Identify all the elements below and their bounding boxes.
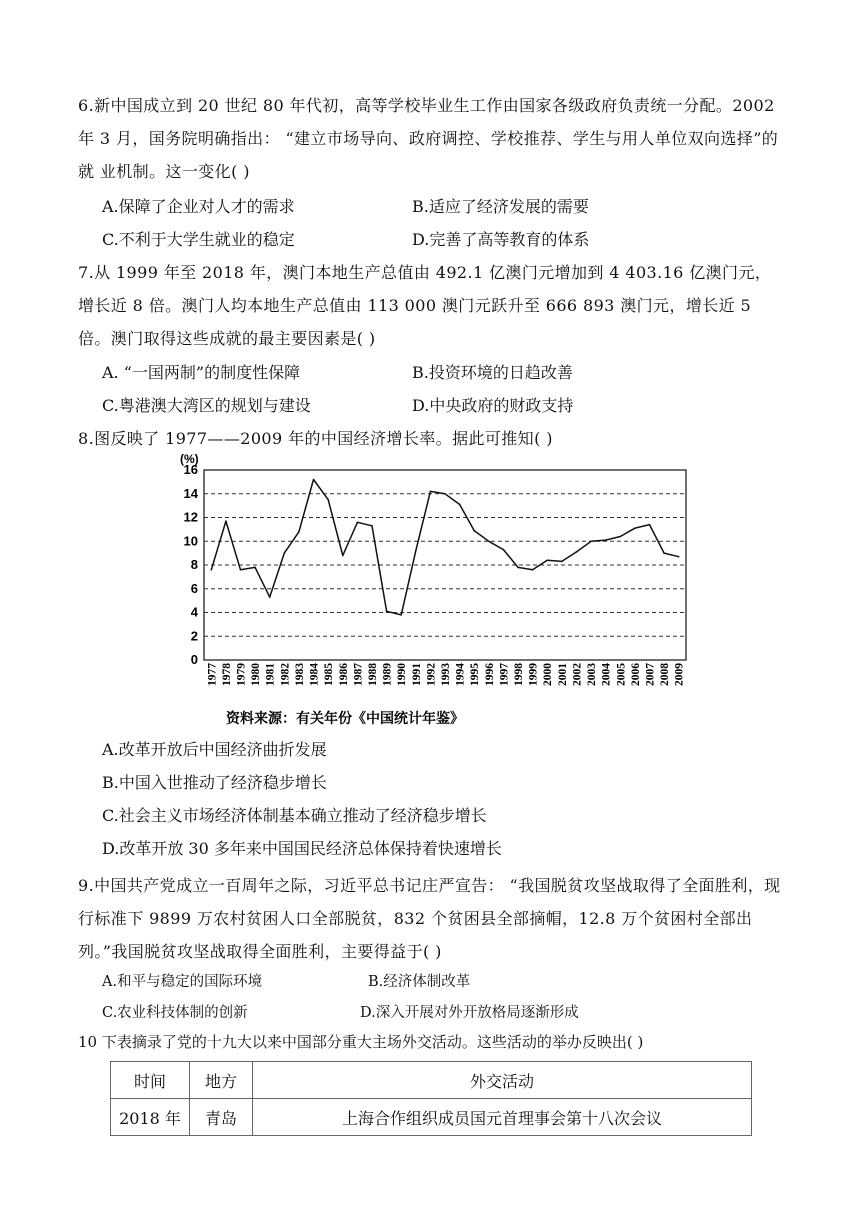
q7-option-d: D.中央政府的财政支持 <box>412 396 574 415</box>
x-tick-label: 2002 <box>571 663 584 686</box>
y-tick-label: 14 <box>183 485 198 501</box>
q6-option-b: B.适应了经济发展的需要 <box>412 197 589 216</box>
x-tick-label: 1992 <box>425 663 438 686</box>
data-point <box>634 527 636 529</box>
data-point <box>357 521 359 523</box>
x-tick-label: 1993 <box>440 663 452 686</box>
x-tick-label: 1999 <box>527 663 540 686</box>
data-point <box>532 569 534 571</box>
x-tick-label: 1978 <box>220 663 233 686</box>
data-point <box>254 567 256 569</box>
data-point <box>546 559 548 561</box>
x-tick-label: 2007 <box>644 663 657 686</box>
q6-option-d: D.完善了高等教育的体系 <box>412 230 590 249</box>
x-tick-label: 1977 <box>206 663 219 686</box>
data-point <box>649 524 651 526</box>
data-point <box>313 479 315 481</box>
data-point <box>415 550 417 552</box>
x-tick-label: 1987 <box>352 663 365 686</box>
x-tick-label: 1994 <box>454 663 467 686</box>
x-tick-label: 1986 <box>337 663 350 686</box>
table-cell-time: 2018 年 <box>111 1099 190 1136</box>
data-point <box>430 491 432 493</box>
x-tick-label: 1995 <box>469 663 482 686</box>
question-10-stem: 10 下表摘录了党的十九大以来中国部分重大主场外交活动。这些活动的举办反映出( ) <box>78 1033 644 1051</box>
x-tick-label: 1984 <box>308 663 321 686</box>
q9-option-a: A.和平与稳定的国际环境 <box>102 974 263 990</box>
y-tick-label: 10 <box>183 533 198 549</box>
data-point <box>590 540 592 542</box>
data-point <box>605 539 607 541</box>
x-tick-label: 2009 <box>673 663 686 686</box>
y-tick-label: 2 <box>190 628 198 644</box>
data-point <box>444 493 446 495</box>
table-header-time: 时间 <box>111 1062 190 1099</box>
chart-source-note: 资料来源：有关年份《中国统计年鉴》 <box>226 711 464 727</box>
x-tick-label: 2004 <box>600 663 613 686</box>
q6-option-a: A.保障了企业对人才的需求 <box>102 197 295 216</box>
x-tick-label: 2000 <box>542 663 555 686</box>
data-point <box>371 525 373 527</box>
x-tick-label: 1985 <box>323 663 336 686</box>
x-tick-label: 1991 <box>410 663 423 686</box>
x-tick-label: 1983 <box>293 663 306 686</box>
question-7-stem: 7.从 1999 年至 2018 年，澳门本地生产总值由 492.1 亿澳门元增加到 4 403.16 亿澳门元，增长近 8 倍。澳门人均本地生产总值由 113 000 澳门元跃升至 666 893 澳门元，增长近 5 倍。澳门取得这些成就的最主要因素是( ) <box>78 263 772 348</box>
y-tick-label: 6 <box>190 580 198 596</box>
question-9-stem: 9.中国共产党成立一百周年之际，习近平总书记庄严宣告： “我国脱贫攻坚战取得了全面胜利，现行标准下 9899 万农村贫困人口全部脱贫，832 个贫困县全部摘帽，12.8 万个贫困村全部出列。”我国脱贫攻坚战取得全面胜利，主要得益于( ) <box>78 876 781 961</box>
y-unit-label: (%) <box>180 452 199 466</box>
data-point <box>284 552 286 554</box>
data-point <box>386 611 388 613</box>
growth-rate-chart-svg <box>174 444 694 734</box>
question-8-stem: 8.图反映了 1977——2009 年的中国经济增长率。据此可推知( ) <box>78 429 553 448</box>
y-tick-label: 16 <box>183 462 198 477</box>
q8-option-a: A.改革开放后中国经济曲折发展 <box>102 740 327 759</box>
data-point <box>225 520 227 522</box>
table-cell-activity: 上海合作组织成员国元首理事会第十八次会议 <box>253 1099 752 1136</box>
table-header-activity: 外交活动 <box>253 1062 752 1099</box>
data-point <box>342 555 344 557</box>
q9-option-c: C.农业科技体制的创新 <box>102 1005 248 1021</box>
data-point <box>473 530 475 532</box>
table-header-place: 地方 <box>190 1062 253 1099</box>
growth-rate-series-line <box>211 480 678 615</box>
table-row <box>111 1099 752 1136</box>
data-point <box>298 531 300 533</box>
table-header-row <box>111 1062 752 1099</box>
q9-option-b: B.经济体制改革 <box>368 974 471 990</box>
x-tick-label: 1982 <box>279 663 292 686</box>
x-tick-label: 1988 <box>366 663 379 686</box>
data-point <box>576 551 578 553</box>
data-point <box>517 567 519 569</box>
q8-option-d: D.改革开放 30 多年来中国国民经济总体保持着快速增长 <box>102 839 502 858</box>
x-tick-label: 2001 <box>556 663 569 686</box>
diplomacy-table <box>110 1061 752 1136</box>
data-point <box>503 549 505 551</box>
data-point <box>678 556 680 558</box>
data-point <box>663 552 665 554</box>
question-6-stem: 6.新中国成立到 20 世纪 80 年代初，高等学校毕业生工作由国家各级政府负责统一分配。2002 年 3 月，国务院明确指出： “建立市场导向、政府调控、学校推荐、学生与用人单位双向选择”的就 业机制。这一变化( ) <box>78 96 779 181</box>
x-tick-label: 2003 <box>586 663 599 686</box>
data-point <box>619 536 621 538</box>
q6-option-c: C.不利于大学生就业的稳定 <box>102 230 295 249</box>
data-point <box>561 561 563 563</box>
data-point <box>269 596 271 598</box>
x-tick-label: 1989 <box>381 663 394 686</box>
x-tick-label: 1998 <box>513 663 526 686</box>
data-point <box>211 569 213 571</box>
q7-option-c: C.粤港澳大湾区的规划与建设 <box>102 396 311 415</box>
table-cell-place: 青岛 <box>190 1099 253 1136</box>
q9-option-d: D.深入开展对外开放格局逐渐形成 <box>360 1005 579 1021</box>
y-tick-label: 4 <box>190 604 198 620</box>
growth-rate-chart <box>174 444 694 734</box>
x-tick-label: 1990 <box>396 663 409 686</box>
x-tick-label: 1981 <box>264 663 277 686</box>
y-tick-label: 12 <box>183 509 198 525</box>
x-tick-label: 1996 <box>483 663 496 686</box>
data-point <box>459 504 461 506</box>
q8-option-c: C.社会主义市场经济体制基本确立推动了经济稳步增长 <box>102 806 487 825</box>
x-tick-label: 1997 <box>498 663 511 686</box>
x-tick-label: 2006 <box>629 663 642 686</box>
x-tick-label: 2008 <box>659 663 672 686</box>
q7-option-a: A. “一国两制”的制度性保障 <box>102 363 301 382</box>
data-point <box>400 614 402 616</box>
q7-option-b: B.投资环境的日趋改善 <box>412 363 573 382</box>
data-point <box>240 569 242 571</box>
data-point <box>327 499 329 501</box>
q8-option-b: B.中国入世推动了经济稳步增长 <box>102 773 327 792</box>
x-tick-label: 2005 <box>615 663 628 686</box>
y-tick-label: 0 <box>190 652 198 667</box>
x-tick-label: 1979 <box>235 663 248 686</box>
x-tick-label: 1980 <box>250 663 263 686</box>
data-point <box>488 540 490 542</box>
y-tick-label: 8 <box>190 557 198 572</box>
